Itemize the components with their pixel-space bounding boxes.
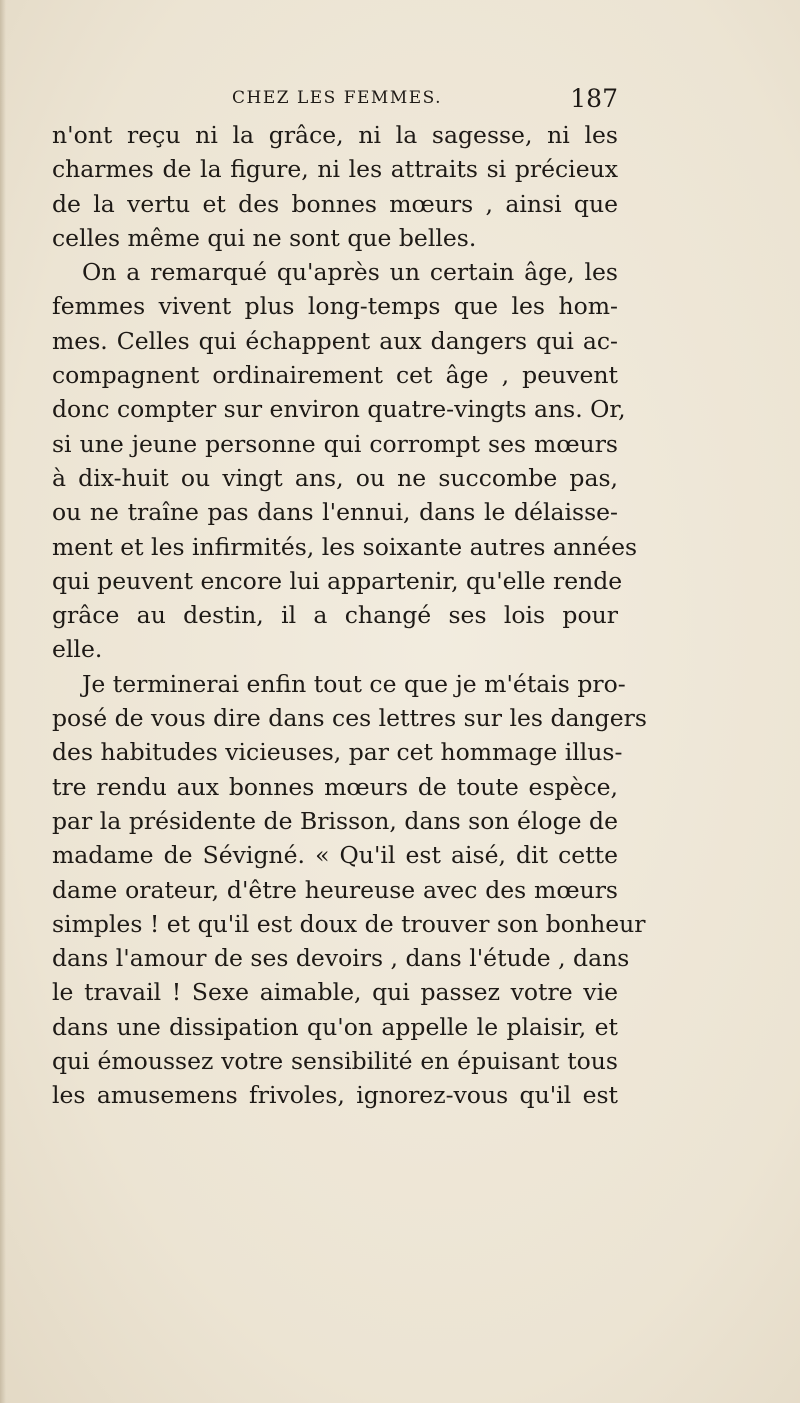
text-line: qui émoussez votre sensibilité en épuisant tous [52, 1047, 618, 1076]
text-line: les amusemens frivoles, ignorez-vous qu'il est [52, 1081, 618, 1110]
text-line: de la vertu et des bonnes mœurs , ainsi que [52, 189, 618, 218]
running-title: CHEZ LES FEMMES. [232, 88, 443, 108]
text-line: ment et les infirmités, les soixante autres années [52, 532, 638, 561]
text-line: simples ! et qu'il est doux de trouver son bonheur [52, 909, 646, 938]
text-line: elle. [52, 635, 103, 664]
text-line: dans une dissipation qu'on appelle le plaisir, et [52, 1012, 618, 1041]
text-line: madame de Sévigné. « Qu'il est aisé, dit cette [52, 841, 618, 870]
text-line: le travail ! Sexe aimable, qui passez votre vie [52, 978, 618, 1007]
page-number: 187 [570, 84, 618, 113]
text-line: dame orateur, d'être heureuse avec des mœurs [52, 875, 618, 904]
text-line: mes. Celles qui échappent aux dangers qui ac- [52, 326, 618, 355]
text-line: On a remarqué qu'après un certain âge, les [82, 258, 618, 287]
text-line: tre rendu aux bonnes mœurs de toute espèce, [52, 772, 618, 801]
running-head [52, 84, 618, 114]
text-line: qui peuvent encore lui appartenir, qu'elle rende [52, 566, 623, 595]
text-line: si une jeune personne qui corrompt ses mœurs [52, 429, 618, 458]
text-line: grâce au destin, il a changé ses lois pour [52, 601, 618, 630]
text-line: donc compter sur environ quatre-vingts ans. Or, [52, 395, 626, 424]
spine-shadow [0, 0, 6, 1403]
text-line: posé de vous dire dans ces lettres sur les dangers [52, 704, 647, 733]
text-line: à dix-huit ou vingt ans, ou ne succombe pas, [52, 463, 618, 492]
text-line: Je terminerai enfin tout ce que je m'étais pro- [82, 669, 626, 698]
text-line: par la présidente de Brisson, dans son éloge de [52, 806, 618, 835]
text-line: des habitudes vicieuses, par cet hommage illus- [52, 738, 623, 767]
text-line: dans l'amour de ses devoirs , dans l'étude , dans [52, 944, 630, 973]
text-line: femmes vivent plus long-temps que les hom- [52, 292, 618, 321]
text-line: celles même qui ne sont que belles. [52, 223, 477, 252]
text-line: n'ont reçu ni la grâce, ni la sagesse, ni les [52, 121, 618, 149]
text-line: charmes de la figure, ni les attraits si précieux [52, 155, 618, 184]
body-text [52, 118, 647, 1113]
text-line: ou ne traîne pas dans l'ennui, dans le délaisse- [52, 498, 618, 527]
text-line: compagnent ordinairement cet âge , peuvent [52, 361, 618, 390]
